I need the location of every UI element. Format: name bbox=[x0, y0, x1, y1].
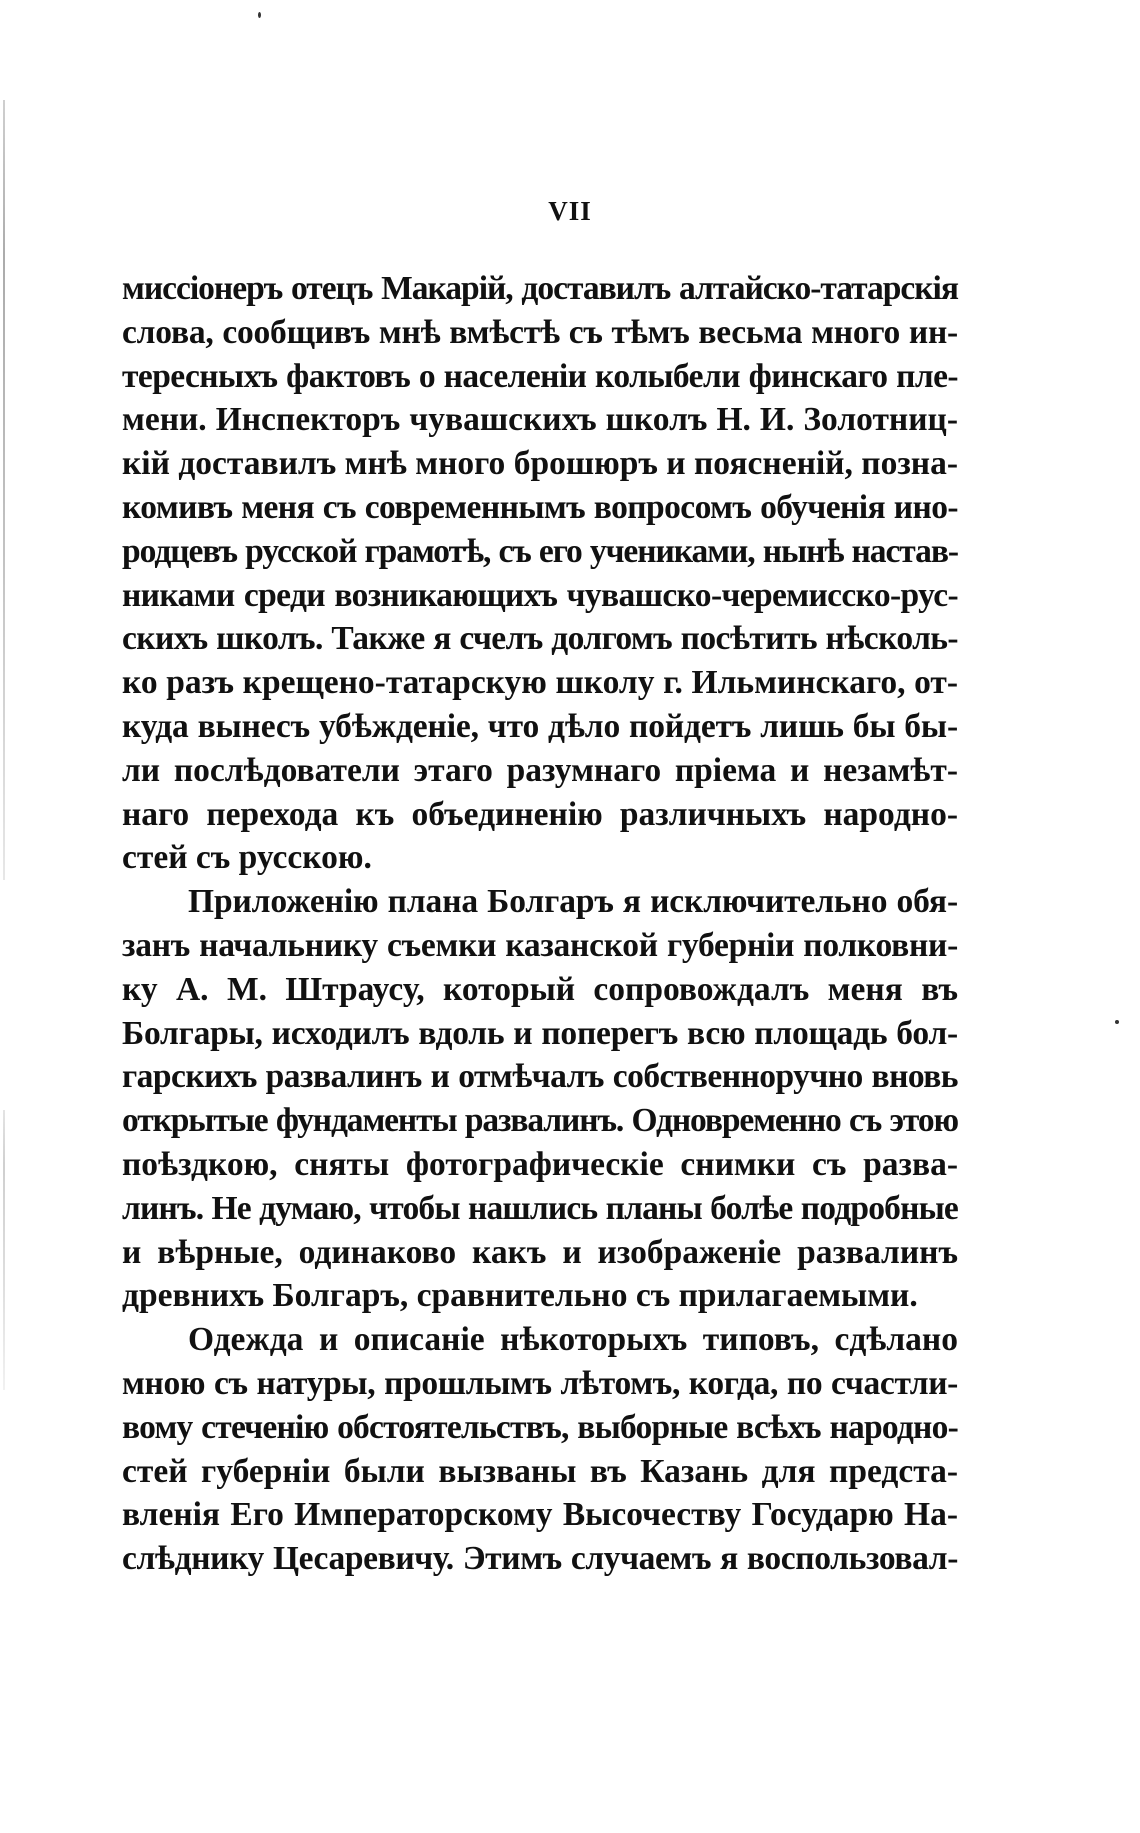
text-line: мною съ натуры, прошлымъ лѣтомъ, когда, по счастли- bbox=[122, 1364, 958, 1402]
text-line: занъ начальнику съемки казанской губерніи полковни- bbox=[122, 926, 958, 964]
text-line: наго перехода къ объединенію различныхъ народно- bbox=[122, 795, 958, 833]
text-line: Одежда и описаніе нѣкоторыхъ типовъ, сдѣлано bbox=[188, 1321, 958, 1359]
page-edge-shadow bbox=[3, 100, 5, 880]
text-line: ко разъ крещено-татарскую школу г. Ильминскаго, от- bbox=[122, 664, 958, 702]
text-line: родцевъ русской грамотѣ, съ его учениками, нынѣ настав- bbox=[122, 532, 958, 570]
text-line: и вѣрные, одинаково какъ и изображеніе развалинъ bbox=[122, 1233, 958, 1271]
text-line: стей съ русскою. bbox=[122, 839, 372, 877]
text-line: никами среди возникающихъ чувашско-черемисско-рус- bbox=[122, 576, 958, 614]
text-line: Болгары, исходилъ вдоль и поперегъ всю площадь бол- bbox=[122, 1014, 958, 1052]
text-line: гарскихъ развалинъ и отмѣчалъ собственноручно вновь bbox=[122, 1058, 958, 1096]
text-line: линъ. Не думаю, чтобы нашлись планы болѣе подробные bbox=[122, 1189, 958, 1227]
text-line: ку А. М. Штраусу, который сопровождалъ меня въ bbox=[122, 970, 958, 1008]
text-line: комивъ меня съ современнымъ вопросомъ обученія ино- bbox=[122, 488, 958, 526]
text-line: слѣднику Цесаревичу. Этимъ случаемъ я воспользовал- bbox=[122, 1540, 958, 1578]
text-line: вленія Его Императорскому Высочеству Государю На- bbox=[122, 1496, 958, 1534]
print-speck bbox=[1115, 1020, 1119, 1024]
text-line: слова, сообщивъ мнѣ вмѣстѣ съ тѣмъ весьма много ин- bbox=[122, 313, 958, 351]
text-line: куда вынесъ убѣжденіе, что дѣло пойдетъ лишь бы бы- bbox=[122, 707, 958, 745]
body-text bbox=[122, 267, 958, 1581]
text-line: стей губерніи были вызваны въ Казань для предста- bbox=[122, 1452, 958, 1490]
text-line: вому стеченію обстоятельствъ, выборные всѣхъ народно- bbox=[122, 1408, 958, 1446]
text-line: скихъ школъ. Также я счелъ долгомъ посѣтить нѣсколь- bbox=[122, 620, 958, 658]
text-line: ли послѣдователи этаго разумнаго пріема и незамѣт- bbox=[122, 751, 958, 789]
text-line: поѣздкою, сняты фотографическіе снимки съ разва- bbox=[122, 1145, 958, 1183]
text-line: древнихъ Болгаръ, сравнительно съ прилагаемыми. bbox=[122, 1277, 918, 1315]
text-line: открытые фундаменты развалинъ. Одновременно съ этою bbox=[122, 1102, 958, 1140]
page-edge-shadow-lower bbox=[3, 1110, 5, 1390]
text-line: тересныхъ фактовъ о населеніи колыбели финскаго пле- bbox=[122, 357, 958, 395]
text-line: миссіонеръ отецъ Макарій, доставилъ алтайско-татарскія bbox=[122, 270, 958, 307]
text-line: Приложенію плана Болгаръ я исключительно обя- bbox=[188, 883, 958, 921]
text-line: кій доставилъ мнѣ много брошюръ и поясненій, позна- bbox=[122, 445, 958, 483]
print-speck bbox=[258, 12, 261, 18]
page-number: VII bbox=[548, 196, 592, 226]
text-line: мени. Инспекторъ чувашскихъ школъ Н. И. Золотниц- bbox=[122, 401, 958, 439]
